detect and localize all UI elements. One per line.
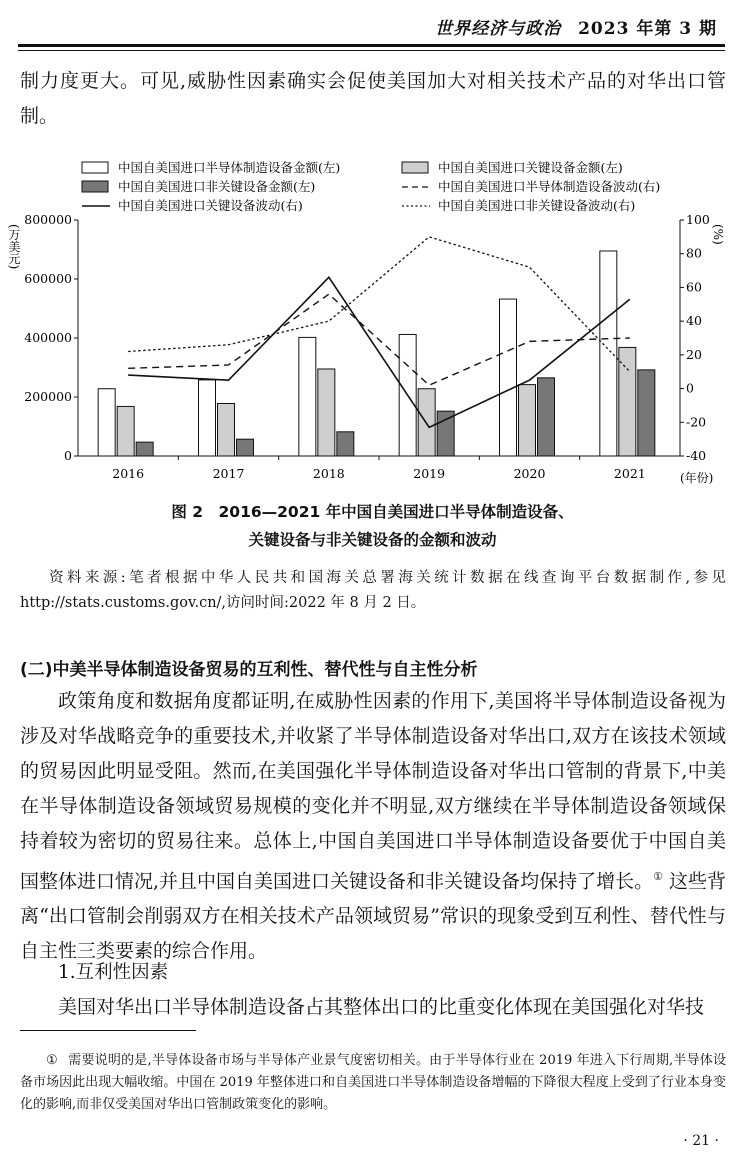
legend-label-key: 中国自美国进口关键设备金额(左) xyxy=(438,160,623,175)
issue-label: 2023 年第 3 期 xyxy=(578,19,717,39)
running-header xyxy=(435,14,717,39)
right-tick-label: 40 xyxy=(686,313,702,329)
footnote-marker: ① xyxy=(46,1053,58,1068)
x-tick-label: 2016 xyxy=(112,466,145,481)
paragraph-2-text: 美国对华出口半导体制造设备占其整体出口的比重变化体现在美国强化对华技 xyxy=(58,996,705,1018)
caption-line-1: 图 2 2016—2021 年中国自美国进口半导体制造设备、 xyxy=(171,503,574,521)
footnote-rule xyxy=(20,1030,196,1031)
right-tick-label: 0 xyxy=(686,380,694,396)
legend-swatch-darkgray xyxy=(82,181,108,192)
footnote-ref[interactable]: ① xyxy=(653,870,663,883)
caption-line-2: 关键设备与非关键设备的金额和波动 xyxy=(248,531,497,549)
right-tick-label: -20 xyxy=(686,414,707,430)
journal-logo: 世界经济与政治 xyxy=(435,19,562,39)
figure-caption xyxy=(0,498,745,554)
page-number: · 21 · xyxy=(683,1133,719,1149)
x-axis-unit: (年份) xyxy=(680,471,714,485)
right-tick-label: 80 xyxy=(686,245,702,261)
right-tick-label: 60 xyxy=(686,279,702,295)
chart-area xyxy=(0,210,745,495)
bar-darkgray xyxy=(538,378,555,456)
header-rule-thin xyxy=(18,50,725,51)
x-tick-label: 2021 xyxy=(613,466,646,481)
bar-lightgray xyxy=(318,369,335,456)
bar-lightgray xyxy=(519,385,536,456)
section-paragraph-2 xyxy=(20,990,726,1025)
x-tick-label: 2020 xyxy=(513,466,546,481)
bar-white xyxy=(600,251,617,456)
left-axis-unit: (万美元) xyxy=(7,224,21,270)
bar-darkgray xyxy=(237,439,254,456)
legend-label-total: 中国自美国进口半导体制造设备金额(左) xyxy=(118,160,341,175)
bar-lightgray xyxy=(117,406,134,456)
left-tick-label: 600000 xyxy=(24,271,72,286)
right-tick-label: -40 xyxy=(686,448,707,463)
legend-label-nonkey-line: 中国自美国进口非关键设备波动(右) xyxy=(438,198,636,213)
section-heading: (二)中美半导体制造设备贸易的互利性、替代性与自主性分析 xyxy=(20,660,478,680)
right-tick-label: 20 xyxy=(686,346,702,362)
bar-darkgray xyxy=(136,442,153,456)
bar-darkgray xyxy=(337,432,354,456)
left-tick-label: 0 xyxy=(64,448,72,463)
legend-item-key-bar xyxy=(402,160,623,175)
left-tick-label: 800000 xyxy=(24,212,72,227)
legend-item-total-line xyxy=(402,179,660,194)
left-tick-label: 400000 xyxy=(24,330,72,345)
section-paragraph-1 xyxy=(20,684,726,969)
legend-label-nonkey: 中国自美国进口非关键设备金额(左) xyxy=(118,179,316,194)
legend-item-total-bar xyxy=(82,160,340,175)
chart-legend xyxy=(80,158,720,218)
bar-white xyxy=(199,380,216,456)
line-series-dashed xyxy=(128,294,630,385)
legend-swatch-white xyxy=(82,162,108,173)
bar-lightgray xyxy=(619,347,636,456)
x-tick-label: 2019 xyxy=(413,466,446,481)
legend-label-total-line: 中国自美国进口半导体制造设备波动(右) xyxy=(438,179,661,194)
intro-paragraph xyxy=(20,64,726,134)
legend-swatch-lightgray xyxy=(402,162,428,173)
right-axis-unit: (%) xyxy=(711,224,725,245)
footnote xyxy=(20,1050,726,1116)
paragraph-1-continued: 这些背离“出口管制会削弱双方在相关技术产品领域贸易”常识的现象受到互利性、替代性与自主性三类要素的综合作用。 xyxy=(20,870,726,963)
bar-white xyxy=(98,389,115,456)
legend-item-nonkey-bar xyxy=(82,179,315,194)
subsection-heading: 1.互利性因素 xyxy=(58,962,169,983)
bar-darkgray xyxy=(638,370,655,456)
x-tick-label: 2018 xyxy=(312,466,345,481)
figure-source: 资料来源:笔者根据中华人民共和国海关总署海关统计数据在线查询平台数据制作,参见 http://stats.customs.gov.cn/,访问时间:2022 年 8 月 2 日。 xyxy=(20,570,726,611)
legend-svg xyxy=(80,158,720,218)
header-rule-thick xyxy=(18,44,725,47)
right-tick-label: 100 xyxy=(686,212,710,227)
paragraph-1-text: 政策角度和数据角度都证明,在威胁性因素的作用下,美国将半导体制造设备视为涉及对华战略竞争的重要技术,并收紧了半导体制造设备对华出口,双方在该技术领域的贸易因此明显受阻。然而,在美国强化半导体制造设备对华出口管制的背景下,中美在半导体制造设备领域贸易规模的变化并不明显,双方继续在半导体制造设备领域保持着较为密切的贸易往来。总体上,中国自美国进口半导体制造设备要优于中国自美国整体进口情况,并且中国自美国进口关键设备和非关键设备均保持了增长。 xyxy=(20,690,726,893)
bar-white xyxy=(299,337,316,456)
bar-darkgray xyxy=(437,411,454,456)
left-tick-label: 200000 xyxy=(24,389,72,404)
x-tick-label: 2017 xyxy=(212,466,245,481)
footnote-text: 需要说明的是,半导体设备市场与半导体产业景气度密切相关。由于半导体行业在 2019 年进入下行周期,半导体设备市场因此出现大幅收缩。中国在 2019 年整体进口和自美国进口半导体制造设备增幅的下降很大程度上受到了行业本身变化的影响,而非仅受美国对华出口管制政策变化的影响。 xyxy=(20,1053,727,1112)
bar-white xyxy=(500,299,517,456)
legend-label-key-line: 中国自美国进口关键设备波动(右) xyxy=(118,198,303,213)
intro-text: 制力度更大。可见,威胁性因素确实会促使美国加大对相关技术产品的对华出口管制。 xyxy=(20,70,726,127)
bar-lightgray xyxy=(218,403,235,456)
